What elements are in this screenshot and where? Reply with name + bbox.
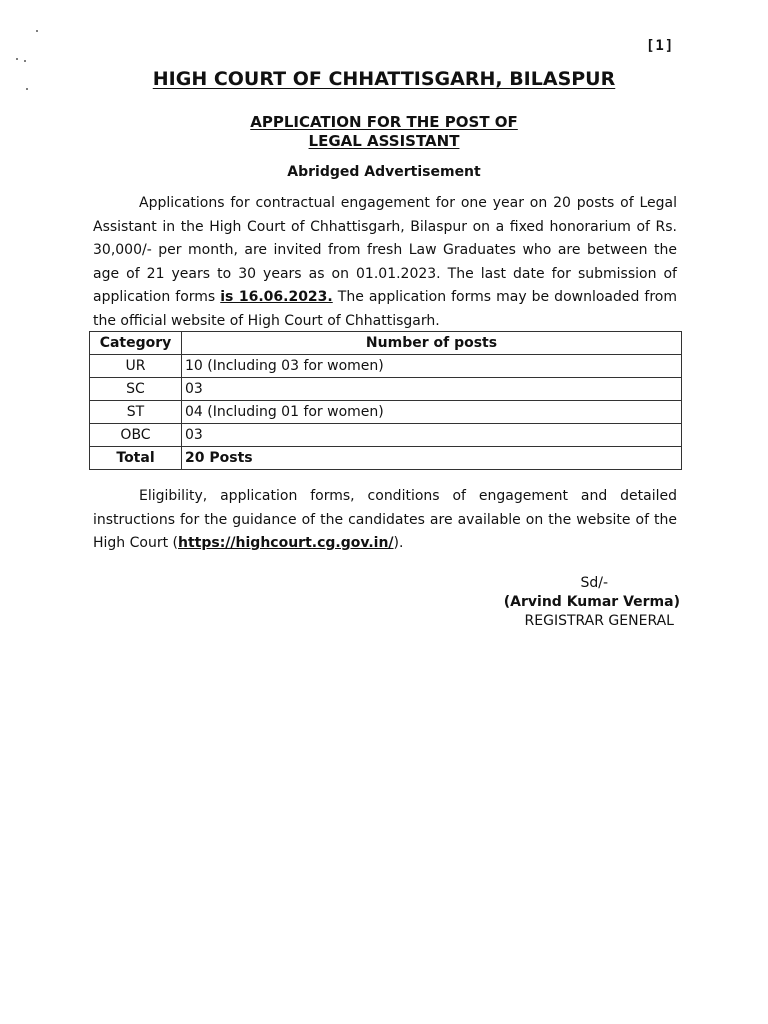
- posts-cell: 03: [182, 378, 682, 401]
- post-heading-line1: APPLICATION FOR THE POST OF: [250, 113, 518, 131]
- court-title: [0, 68, 768, 90]
- eligibility-text-2: ).: [393, 535, 404, 551]
- table-total-row: [90, 447, 682, 470]
- court-title-text: HIGH COURT OF CHHATTISGARH, BILASPUR: [152, 68, 616, 90]
- scan-speck: [16, 58, 18, 60]
- category-cell: SC: [90, 378, 182, 401]
- table-row: [90, 401, 682, 424]
- category-cell: OBC: [90, 424, 182, 447]
- signature-sd: Sd/-: [580, 575, 608, 591]
- eligibility-paragraph: [93, 485, 677, 556]
- website-link[interactable]: https://highcourt.cg.gov.in/: [178, 535, 394, 551]
- table-header-row: [90, 332, 682, 355]
- total-label: Total: [90, 447, 182, 470]
- intro-paragraph: [93, 192, 677, 333]
- table-row: [90, 355, 682, 378]
- intro-text-2: The application forms may be downloaded from the official website of High Court of Chhattisgarh.: [93, 289, 677, 329]
- post-heading-line2: LEGAL ASSISTANT: [308, 132, 460, 150]
- posts-table: [89, 331, 682, 470]
- category-cell: UR: [90, 355, 182, 378]
- eligibility-text-1: Eligibility, application forms, conditions of engagement and detailed instructions for the guidance of the candidates are available on the website of the High Court (: [93, 488, 677, 551]
- signatory-designation: REGISTRAR GENERAL: [524, 613, 674, 629]
- last-date: is 16.06.2023.: [220, 289, 333, 305]
- abridged-advertisement-heading: Abridged Advertisement: [287, 164, 481, 180]
- post-heading: [0, 113, 768, 151]
- scan-speck: [36, 30, 38, 32]
- table-row: [90, 378, 682, 401]
- scan-speck: [24, 60, 26, 62]
- posts-cell: 04 (Including 01 for women): [182, 401, 682, 424]
- posts-cell: 10 (Including 03 for women): [182, 355, 682, 378]
- posts-cell: 03: [182, 424, 682, 447]
- category-cell: ST: [90, 401, 182, 424]
- intro-text-1: Applications for contractual engagement for one year on 20 posts of Legal Assistant in the High Court of Chhattisgarh, Bilaspur on a fixed honorarium of Rs. 30,000/- per month, are invited from fresh Law Graduates who are between the age of 21 years to 30 years as on 01.01.2023. The last date for submission of application forms: [93, 195, 677, 305]
- signatory-name: (Arvind Kumar Verma): [503, 594, 680, 610]
- signature-block: [480, 574, 680, 631]
- header-number-of-posts: Number of posts: [182, 332, 682, 355]
- page-number: [1]: [646, 38, 675, 54]
- table-row: [90, 424, 682, 447]
- total-value: 20 Posts: [182, 447, 682, 470]
- header-category: Category: [90, 332, 182, 355]
